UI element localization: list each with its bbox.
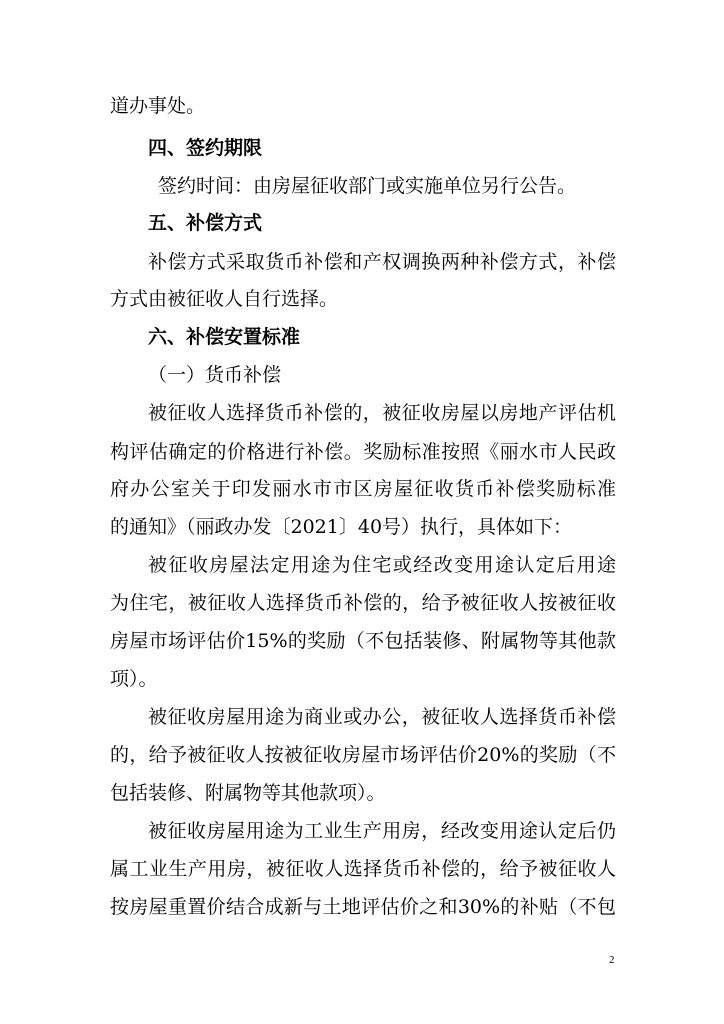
section-heading: 五、补偿方式 — [148, 212, 263, 234]
text-line: 房屋市场评估价15%的奖励（不包括装修、附属物等其他款 — [110, 630, 616, 652]
page-number: 2 — [609, 954, 615, 966]
text-line: 方式由被征收人自行选择。 — [110, 288, 339, 310]
text-line: 的通知》（丽政办发〔2021〕40号）执行，具体如下： — [110, 516, 573, 538]
text-line: 府办公室关于印发丽水市市区房屋征收货币补偿奖励标准 — [110, 478, 616, 500]
text-line: 签约时间：由房屋征收部门或实施单位另行公告。 — [158, 175, 577, 197]
text-line: 补偿方式采取货币补偿和产权调换两种补偿方式，补偿 — [148, 251, 616, 273]
section-heading: 四、签约期限 — [148, 137, 263, 159]
text-line: 被征收房屋用途为工业生产用房，经改变用途认定后仍 — [148, 820, 616, 842]
text-line: 项）。 — [110, 668, 158, 690]
text-line: 的，给予被征收人按被征收房屋市场评估价20%的奖励（不 — [110, 744, 616, 766]
text-line: 属工业生产用房，被征收人选择货币补偿的，给予被征收人 — [110, 858, 616, 880]
text-line: 被征收房屋法定用途为住宅或经改变用途认定后用途 — [148, 554, 616, 576]
text-line: 被征收人选择货币补偿的，被征收房屋以房地产评估机 — [148, 402, 616, 424]
subsection-heading: （一）货币补偿 — [148, 364, 282, 386]
text-line: 包括装修、附属物等其他款项）。 — [110, 782, 386, 804]
text-line: 按房屋重置价结合成新与土地评估价之和30%的补贴（不包 — [110, 896, 616, 918]
text-line: 构评估确定的价格进行补偿。奖励标准按照《丽水市人民政 — [110, 441, 616, 463]
section-heading: 六、补偿安置标准 — [148, 326, 301, 348]
text-line: 为住宅，被征收人选择货币补偿的，给予被征收人按被征收 — [110, 592, 616, 614]
text-line: 道办事处。 — [110, 95, 206, 117]
text-line: 被征收房屋用途为商业或办公，被征收人选择货币补偿 — [148, 706, 616, 728]
